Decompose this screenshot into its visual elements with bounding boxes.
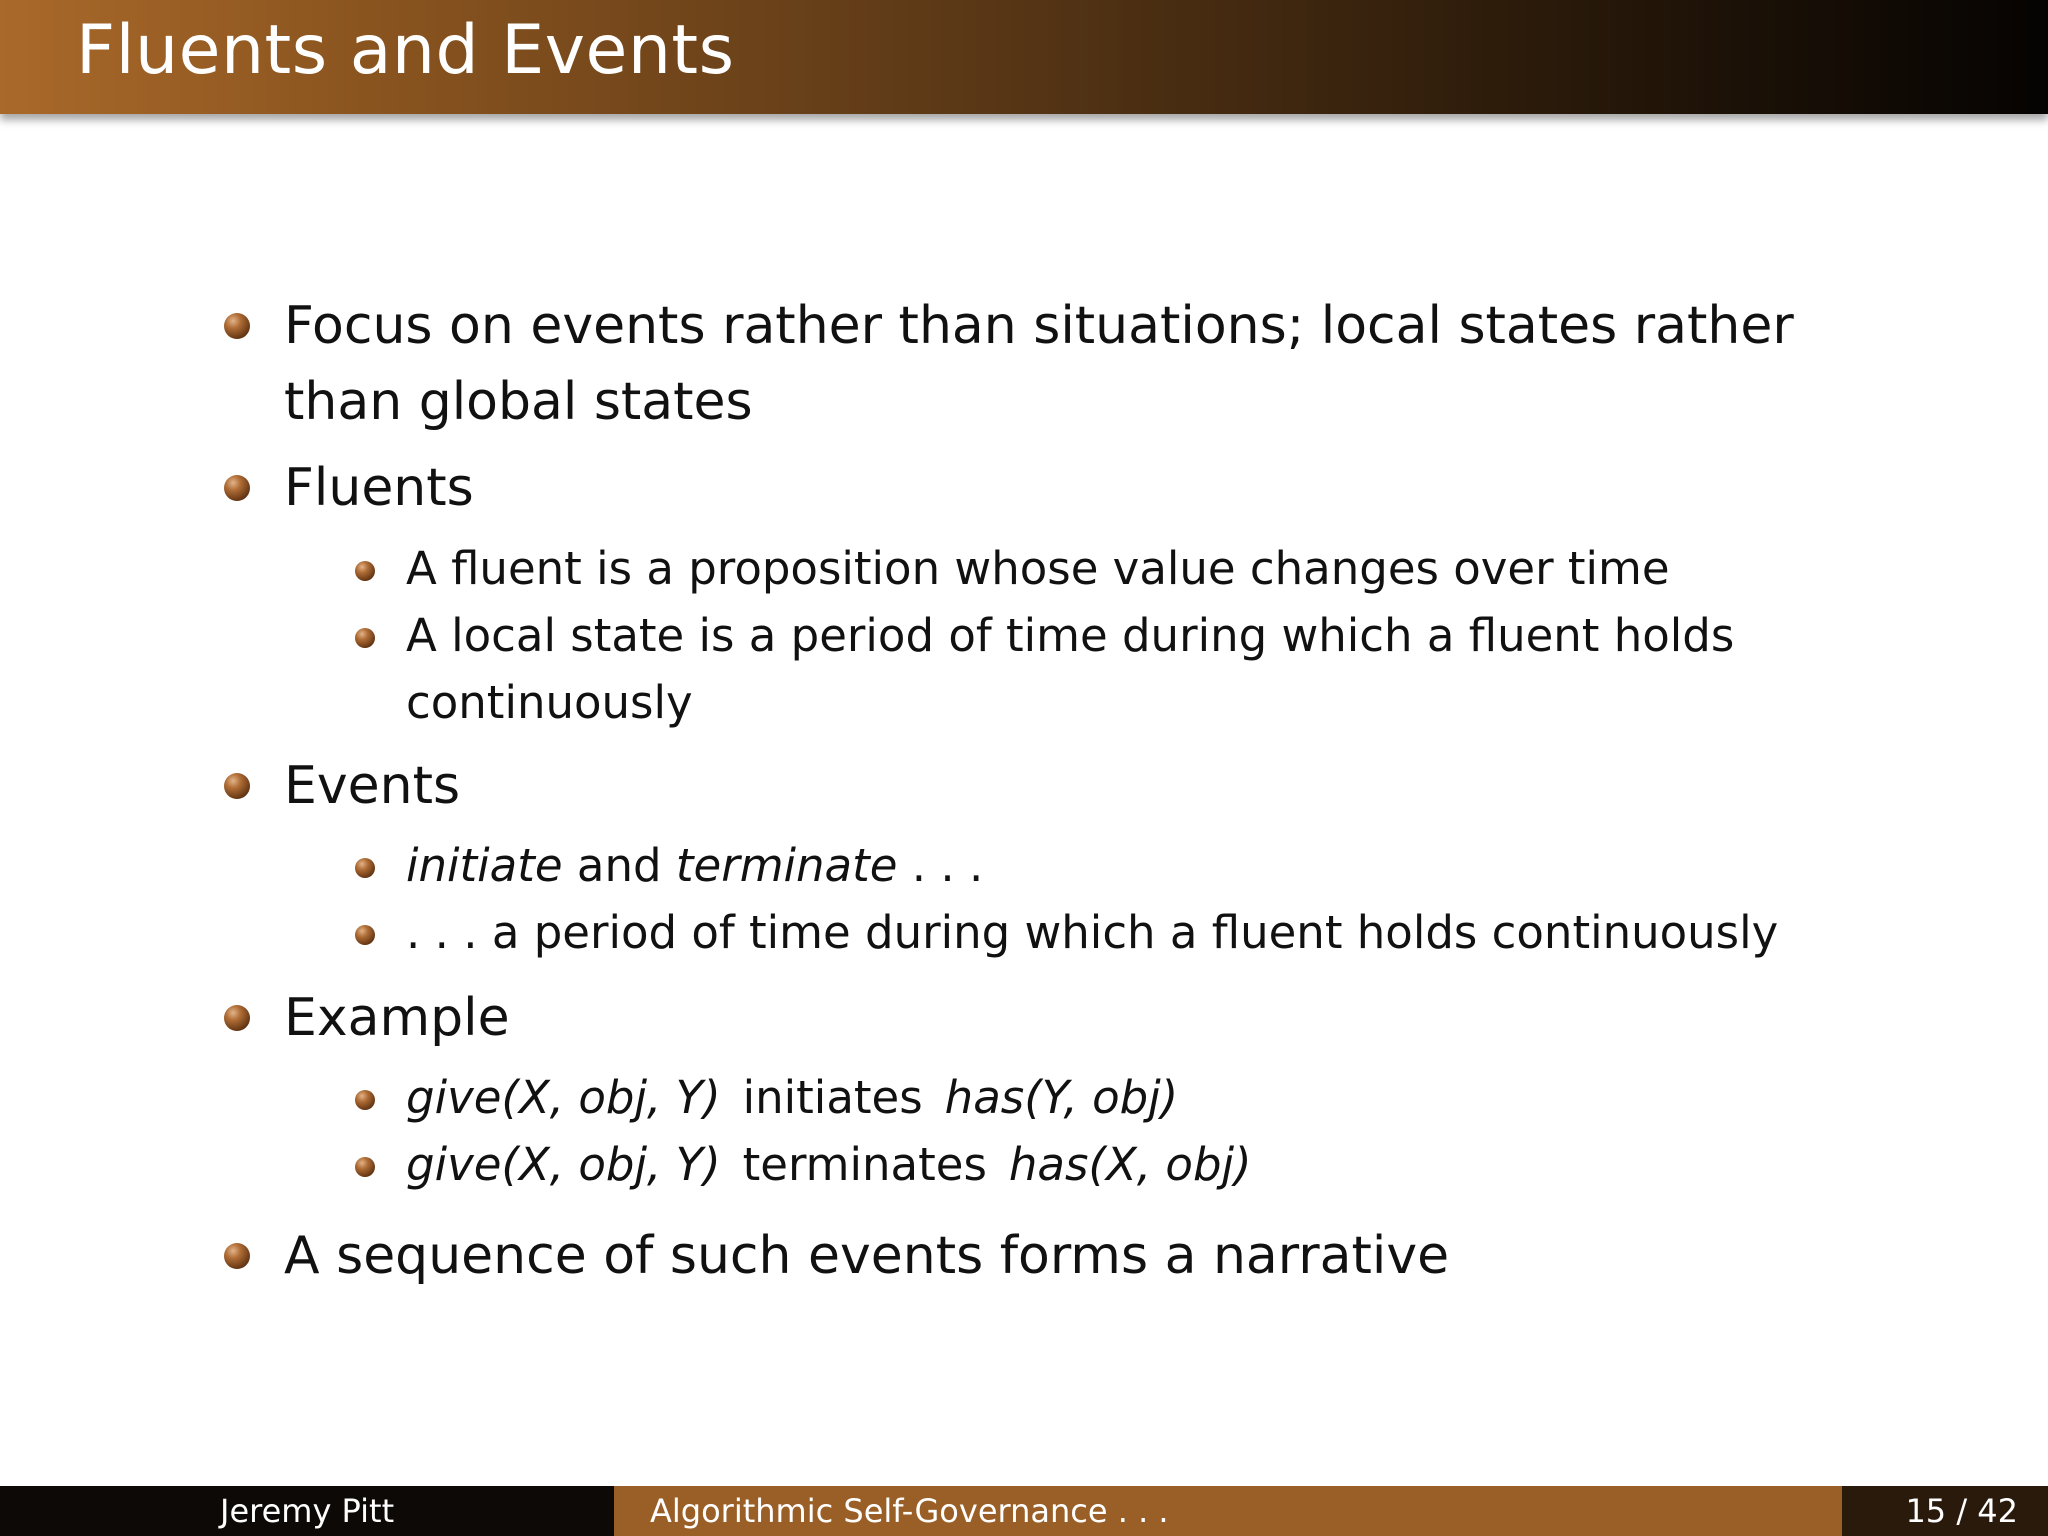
- terminate-term: terminate: [675, 839, 898, 892]
- footer-author: Jeremy Pitt: [220, 1492, 395, 1530]
- footer-author-section: [0, 1486, 614, 1536]
- terminates-verb: terminates: [742, 1138, 987, 1191]
- sub-bullet-example-initiates: [406, 1064, 1178, 1132]
- footer-talk-title: Algorithmic Self-Governance . . .: [650, 1492, 1169, 1530]
- bullet-ball-icon: [224, 475, 250, 501]
- sub-bullet-ball-icon: [355, 925, 375, 945]
- give-expression: give(X, obj, Y): [406, 1138, 721, 1191]
- sub-bullet-ball-icon: [355, 858, 375, 878]
- has-expression: has(Y, obj): [944, 1071, 1179, 1124]
- sub-bullet-local-state-line2: continuously: [406, 676, 693, 729]
- sub-bullet-fluent-definition: A fluent is a proposition whose value changes over time: [406, 542, 1670, 595]
- sub-bullet-ball-icon: [355, 1157, 375, 1177]
- title-bar: [0, 0, 2048, 114]
- and-text: and: [562, 839, 676, 892]
- sub-bullet-local-state-line1: A local state is a period of time during which a fluent holds: [406, 609, 1735, 662]
- give-expression: give(X, obj, Y): [406, 1071, 721, 1124]
- sub-bullet-example-terminates: [406, 1131, 1252, 1199]
- bullet-ball-icon: [224, 313, 250, 339]
- bullet-events: Events: [284, 756, 461, 816]
- initiate-term: initiate: [406, 839, 563, 892]
- bullet-ball-icon: [224, 1005, 250, 1031]
- initiates-verb: initiates: [742, 1071, 923, 1124]
- ellipsis-text: . . .: [897, 839, 984, 892]
- footer-page-number: 15 / 42: [1905, 1492, 2018, 1530]
- bullet-ball-icon: [224, 773, 250, 799]
- footer-page-section: [1842, 1486, 2048, 1536]
- sub-bullet-ball-icon: [355, 561, 375, 581]
- sub-bullet-initiate-terminate: [406, 832, 983, 900]
- slide-title: Fluents and Events: [76, 11, 735, 90]
- bullet-ball-icon: [224, 1243, 250, 1269]
- bullet-fluents: Fluents: [284, 458, 474, 518]
- footer-title-section: [614, 1486, 1842, 1536]
- bullet-narrative: A sequence of such events forms a narrative: [284, 1226, 1450, 1286]
- sub-bullet-ball-icon: [355, 628, 375, 648]
- bullet-example: Example: [284, 988, 510, 1048]
- has-expression: has(X, obj): [1008, 1138, 1252, 1191]
- bullet-focus-line1: Focus on events rather than situations; local states rather: [284, 296, 1794, 356]
- bullet-focus-line2: than global states: [284, 372, 753, 432]
- sub-bullet-period-of-time: . . . a period of time during which a fluent holds continuously: [406, 906, 1779, 959]
- sub-bullet-ball-icon: [355, 1090, 375, 1110]
- footer: [0, 1486, 2048, 1536]
